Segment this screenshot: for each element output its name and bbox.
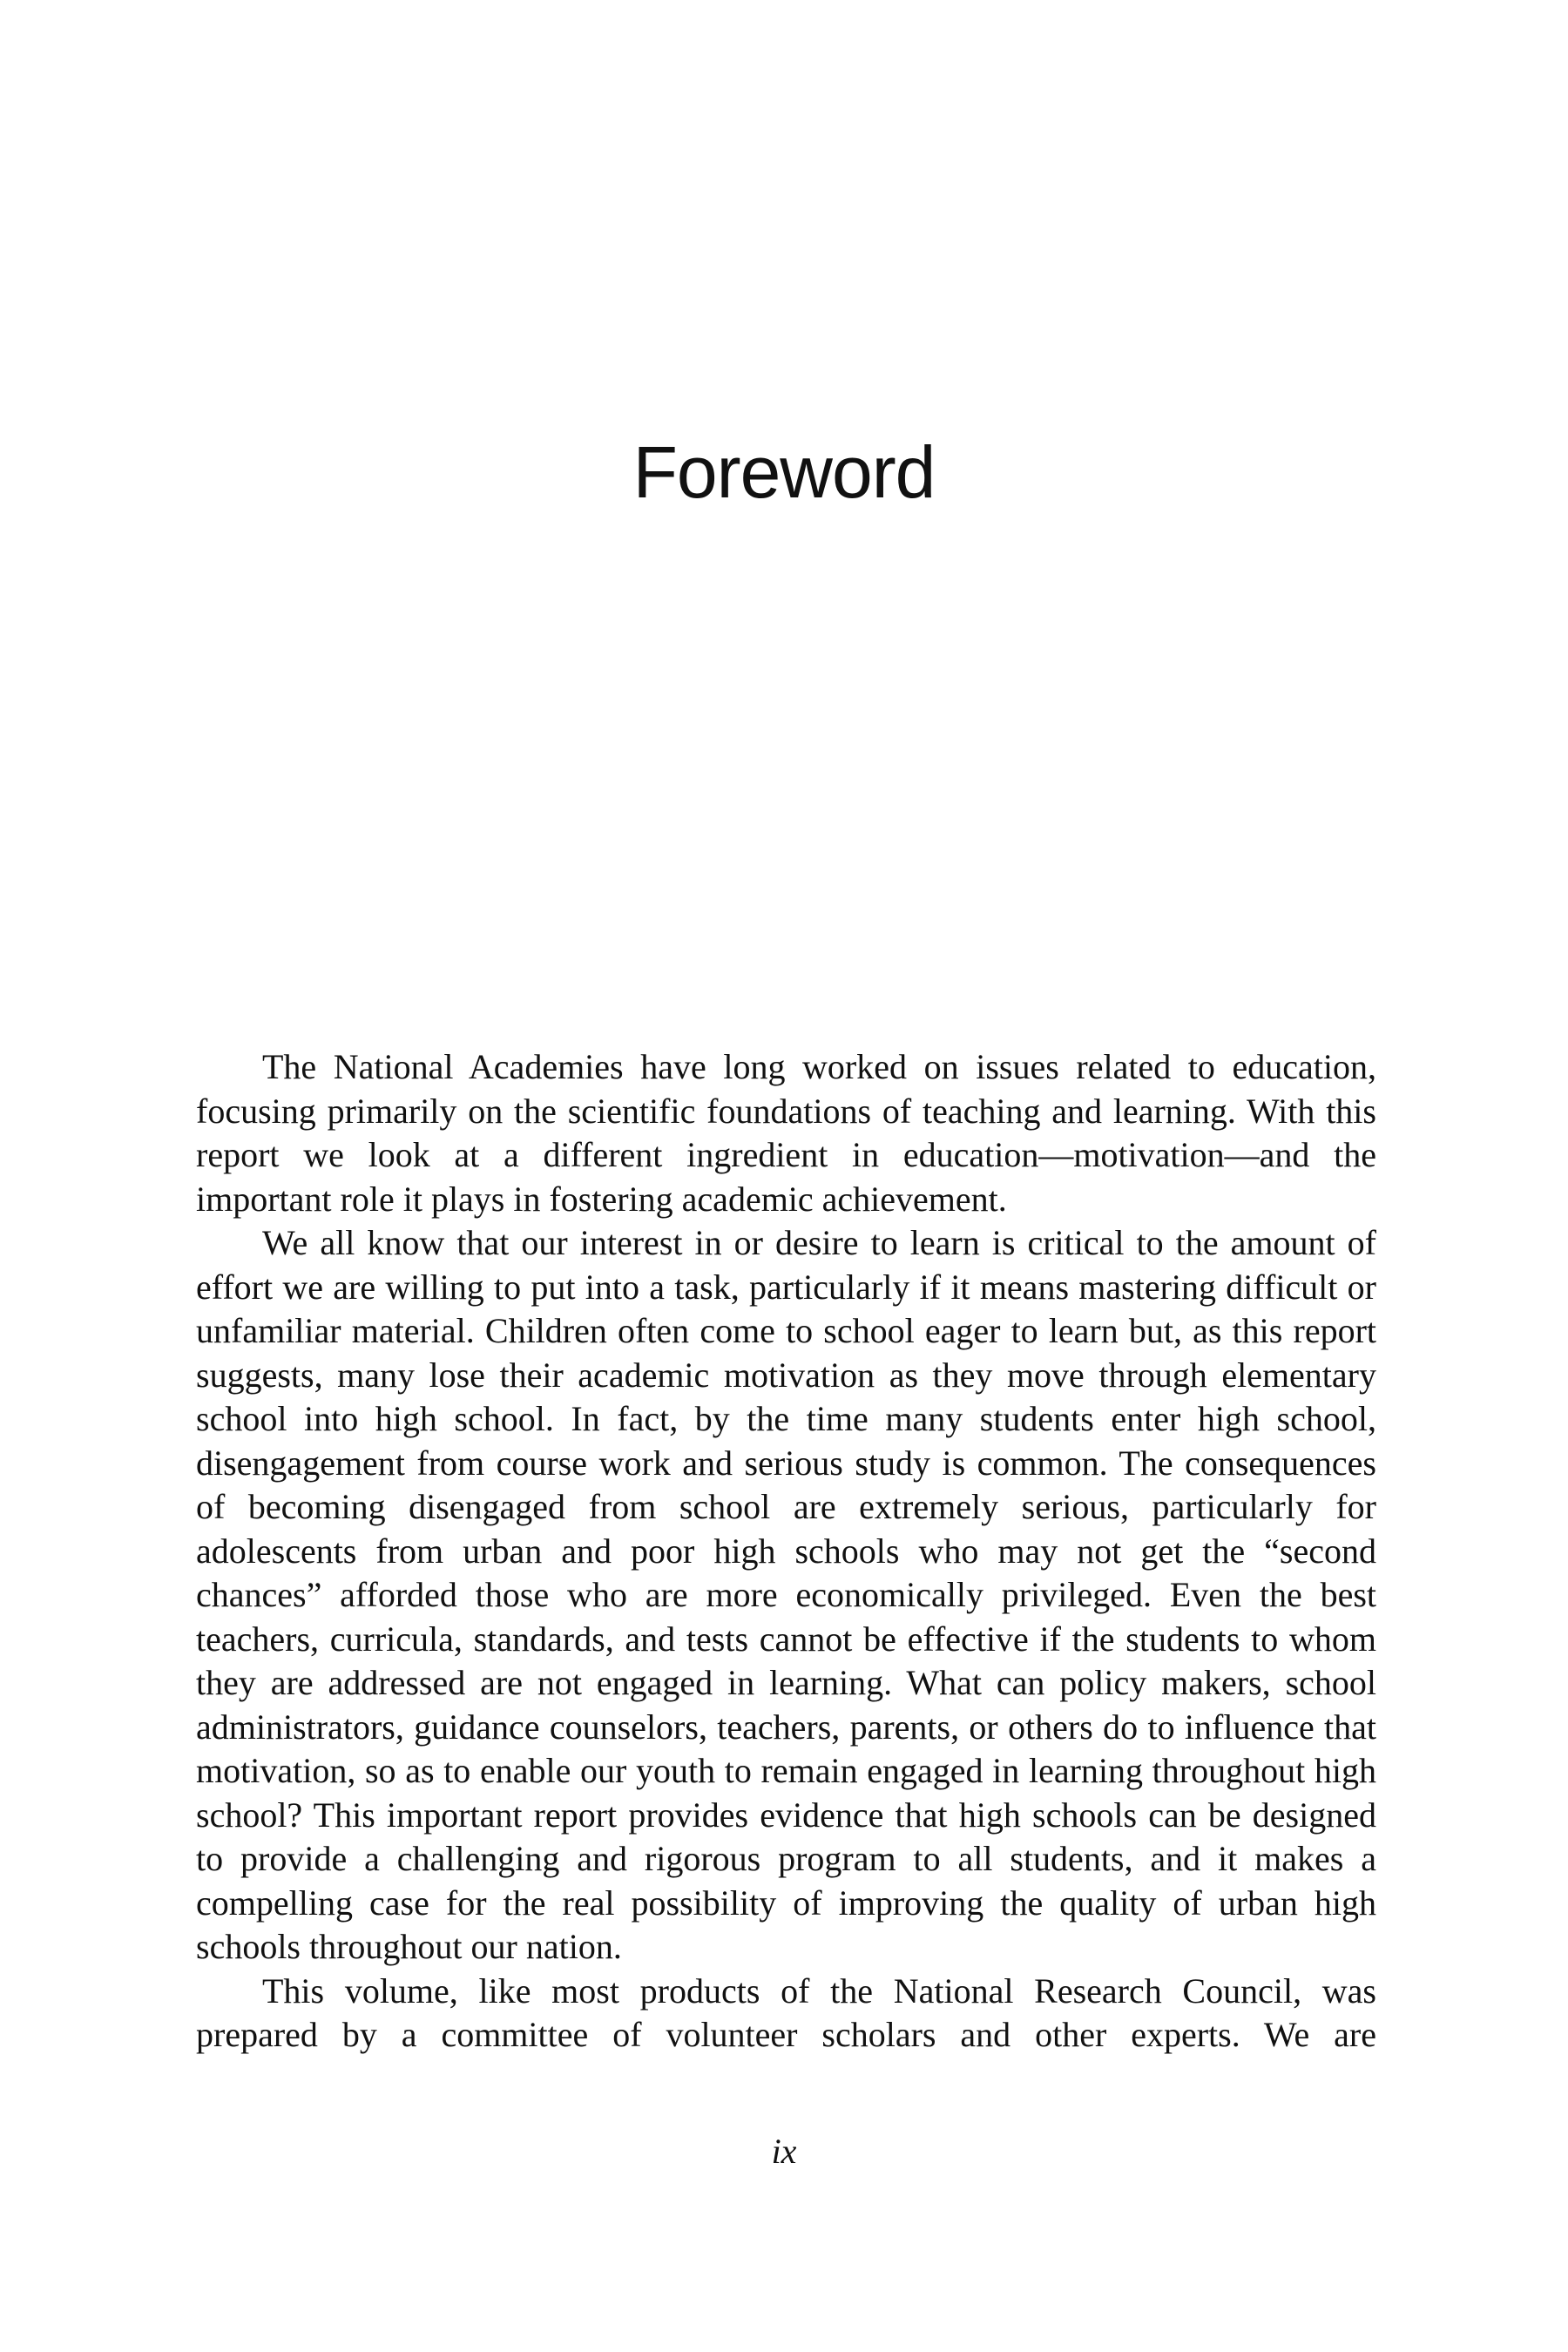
body-text	[196, 1045, 1376, 2058]
page-number: ix	[771, 2132, 797, 2171]
paragraph-3: This volume, like most products of the National Research Council, was prepared by a committee of volunteer scholars and other experts. We are	[196, 1970, 1376, 2054]
page-title: Foreword	[632, 431, 936, 513]
paragraph-1: The National Academies have long worked on issues related to education, focusing primarily on the scientific foundations of teaching and learning. With this report we look at a different ingredient in education—motivation—and the important role it plays in fostering academic achievement.	[196, 1047, 1376, 1219]
paragraph-2: We all know that our interest in or desire to learn is critical to the amount of effort we are willing to put into a task, particularly if it means mastering difficult or unfamiliar material. Children often come to school eager to learn but, as this report suggests, many lose their academic motivation as they move through elementary school into high school. In fact, by the time many students enter high school, disengagement from course work and serious study is common. The consequences of becoming disengaged from school are extremely serious, particularly for adolescents from urban and poor high schools who may not get the “second chances” afforded those who are more economically privileged. Even the best teachers, curricula, standards, and tests cannot be effective if the students to whom they are addressed are not engaged in learning. What can policy makers, school administrators, guidance counselors, teachers, parents, or others do to influence that motivation, so as to enable our youth to remain engaged in learning throughout high school? This important report provides evidence that high schools can be designed to provide a challenging and rigorous program to all students, and it makes a compelling case for the real possibility of improving the quality of urban high schools throughout our nation.	[196, 1223, 1376, 1966]
